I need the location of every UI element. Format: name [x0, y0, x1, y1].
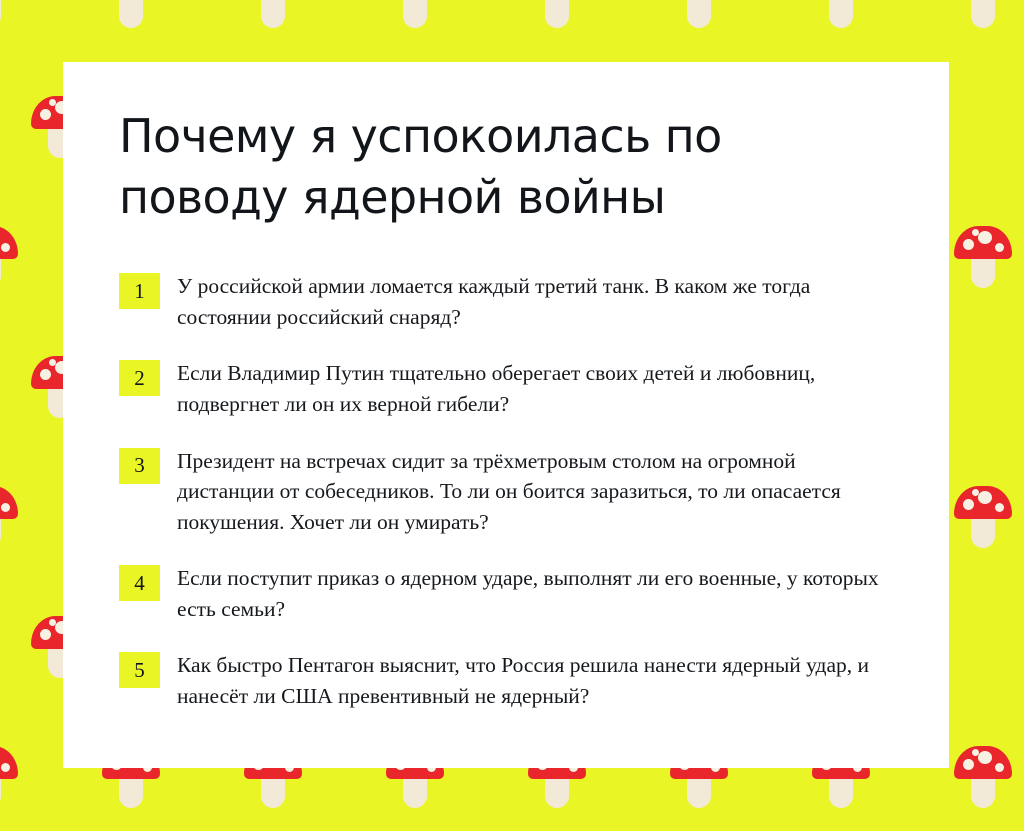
mushroom-icon	[0, 226, 18, 288]
item-text: Президент на встречах сидит за трёхметровым столом на огромной дистанции от собеседников. То ли он боится заразиться, то ли опасается покушения. Хочет ли он умирать?	[177, 448, 841, 534]
content-card	[63, 62, 949, 768]
mushroom-icon	[0, 746, 18, 808]
mushroom-icon	[0, 0, 18, 28]
mushroom-icon	[954, 486, 1012, 548]
mushroom-icon	[386, 0, 444, 28]
item-number: 5	[134, 657, 145, 682]
mushroom-icon	[954, 226, 1012, 288]
item-text: Если Владимир Путин тщательно оберегает своих детей и любовниц, подвергнет ли он их верной гибели?	[177, 361, 816, 416]
mushroom-icon	[812, 0, 870, 28]
mushroom-icon	[0, 486, 18, 548]
mushroom-icon	[670, 0, 728, 28]
item-number: 4	[134, 570, 145, 595]
question-list	[119, 271, 893, 711]
item-number: 3	[134, 453, 145, 477]
list-item	[119, 563, 893, 624]
mushroom-icon	[244, 0, 302, 28]
list-item	[119, 358, 893, 419]
item-number: 2	[134, 365, 145, 390]
item-text: Если поступит приказ о ядерном ударе, выполнят ли его военные, у которых есть семьи?	[177, 566, 879, 621]
item-number-badge	[119, 652, 160, 688]
list-item	[119, 446, 893, 538]
item-text: Как быстро Пентагон выяснит, что Россия решила нанести ядерный удар, и нанесёт ли США превентивный не ядерный?	[177, 653, 870, 708]
item-text: У российской армии ломается каждый третий танк. В каком же тогда состоянии российский снаряд?	[177, 274, 811, 329]
list-item	[119, 650, 893, 711]
page-title: Почему я успокоилась по поводу ядерной войны	[119, 109, 722, 224]
mushroom-icon	[102, 0, 160, 28]
mushroom-icon	[528, 0, 586, 28]
item-number-badge	[119, 360, 160, 396]
mushroom-icon	[954, 746, 1012, 808]
mushroom-icon	[954, 0, 1012, 28]
list-item	[119, 271, 893, 332]
item-number-badge	[119, 448, 160, 484]
item-number-badge	[119, 565, 160, 601]
item-number: 1	[134, 278, 145, 303]
item-number-badge	[119, 273, 160, 309]
